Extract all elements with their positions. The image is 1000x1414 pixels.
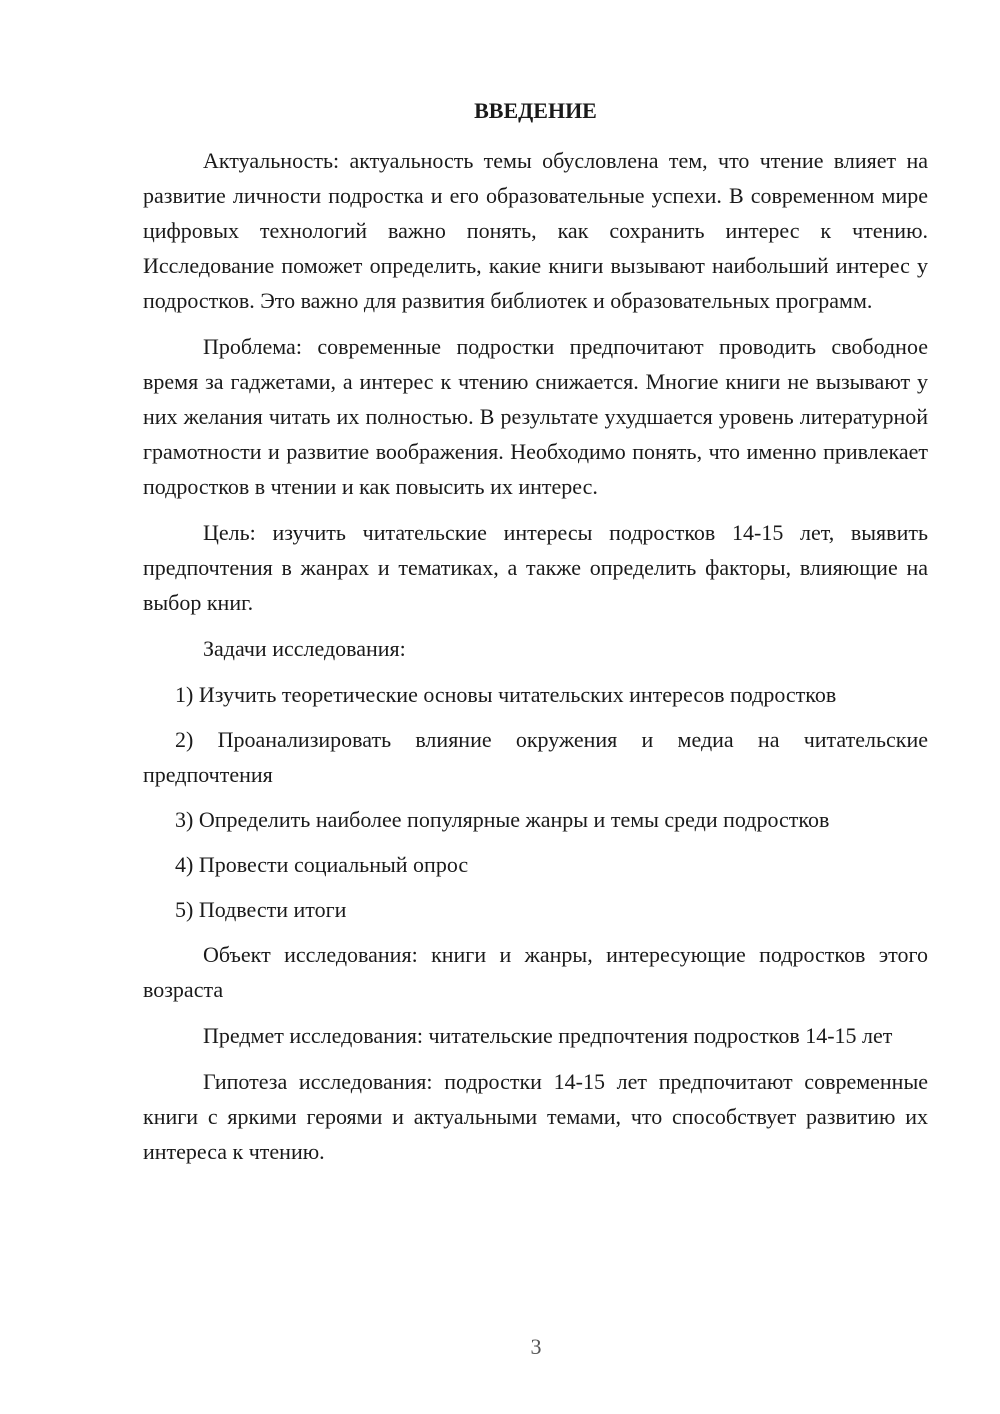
- goal-paragraph: Цель: изучить читательские интересы подростков 14-15 лет, выявить предпочтения в жанрах и тематиках, а также определить факторы, влияющие на выбор книг.: [143, 520, 928, 615]
- task-item-5: 5) Подвести итоги: [175, 897, 347, 922]
- relevance-paragraph: Актуальность: актуальность темы обусловлена тем, что чтение влияет на развитие личности подростка и его образовательные успехи. В современном мире цифровых технологий важно понять, как сохранить интерес к чтению. Исследование поможет определить, какие книги вызывают наибольший интерес у подростков. Это важно для развития библиотек и образовательных программ.: [143, 148, 928, 313]
- object-paragraph: Объект исследования: книги и жанры, интересующие подростков этого возраста: [143, 942, 928, 1002]
- subject-paragraph: Предмет исследования: читательские предпочтения подростков 14-15 лет: [203, 1023, 893, 1048]
- document-body: [143, 143, 928, 1180]
- page-title: ВВЕДЕНИЕ: [474, 98, 597, 123]
- problem-paragraph: Проблема: современные подростки предпочитают проводить свободное время за гаджетами, а интерес к чтению снижается. Многие книги не вызывают у них желания читать их полностью. В результате ухудшается уровень литературной грамотности и развитие воображения. Необходимо понять, что именно привлекает подростков в чтении и как повысить их интерес.: [143, 334, 928, 499]
- tasks-heading: Задачи исследования:: [203, 636, 406, 661]
- task-item-3: 3) Определить наиболее популярные жанры и темы среди подростков: [175, 807, 830, 832]
- task-item-1: 1) Изучить теоретические основы читательских интересов подростков: [175, 682, 837, 707]
- task-item-4: 4) Провести социальный опрос: [175, 852, 469, 877]
- hypothesis-paragraph: Гипотеза исследования: подростки 14-15 лет предпочитают современные книги с яркими героями и актуальными темами, что способствует развитию их интереса к чтению.: [143, 1069, 928, 1164]
- page-number: 3: [530, 1334, 542, 1359]
- task-item-2: 2) Проанализировать влияние окружения и медиа на читательские предпочтения: [143, 727, 928, 787]
